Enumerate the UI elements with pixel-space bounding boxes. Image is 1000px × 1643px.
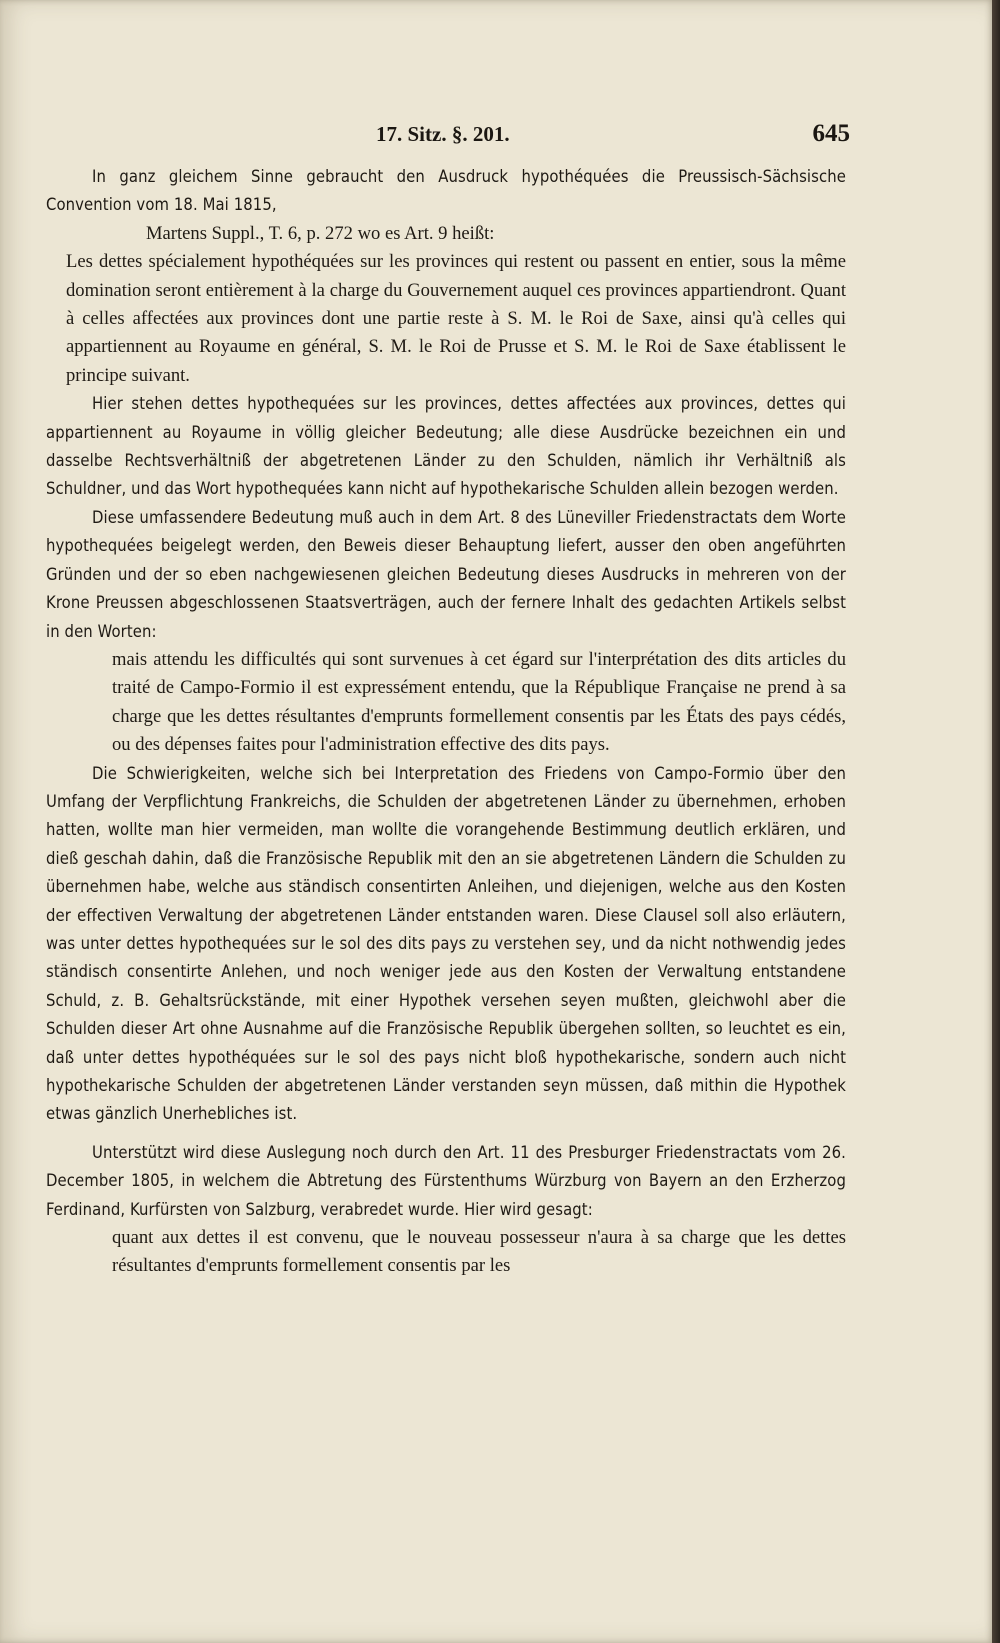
paragraph-3: Diese umfassendere Bedeutung muß auch in dem Art. 8 des Lüneviller Friedenstractats dem Worte hypothequées beigelegt werden, den Beweis dieser Behauptung liefert, ausser den oben angeführten Gründen und der so eben nachgewiesenen gleichen Bedeutung dieses Ausdrucks in mehreren von der Krone Preussen abgeschlossenen Staatsverträgen, auch der fernere Inhalt des gedachten Artikels selbst in den Worten: bbox=[46, 507, 846, 641]
page-number: 645 bbox=[812, 120, 850, 147]
french-quote-2: mais attendu les difficultés qui sont survenues à cet égard sur l'interprétation des dits articles du traité de Campo-Formio il est expressément entendu, que la République Française ne prend à sa charge que les dettes résultantes d'emprunts formellement consentis par les États des pays cédés, ou des dépenses faites pour l'administration effective des dits pays. bbox=[112, 648, 846, 756]
running-head: 17. Sitz. §. 201. bbox=[376, 122, 510, 146]
french-quote-1: Les dettes spécialement hypothéquées sur les provinces qui restent ou passent en entier, sous la même domination seront entièrement à la charge du Gouvernement auquel ces provinces appartiendront. Quant à celles affectées aux provinces dont une partie reste à S. M. le Roi de Saxe, ainsi qu'à celles qui appartiennent au Royaume en général, S. M. le Roi de Prusse et S. M. le Roi de Saxe établissent le principe suivant. bbox=[66, 251, 846, 386]
page-header bbox=[46, 120, 850, 154]
paragraph-4: Die Schwierigkeiten, welche sich bei Interpretation des Friedens von Campo-Formio über den Umfang der Verpflichtung Frankreichs, die Schulden der abgetretenen Länder zu übernehmen, erhoben hatten, wollte man hier vermeiden, man wollte die vorangehende Bestimmung deutlich erklären, und dieß geschah dahin, daß die Französische Republik mit den an sie abgetretenen Ländern die Schulden zu übernehmen habe, welche aus ständisch consentirten Anleihen, und diejenigen, welche aus den Kosten der effectiven Verwaltung der abgetretenen Länder entstanden waren. Diese Clausel soll also erläutern, was unter dettes hypothequées sur le sol des dits pays zu verstehen sey, und da nicht nothwendig jedes ständisch consentirte Anlehen, und noch weniger jede aus den Kosten der Verwaltung entstandene Schuld, z. B. Gehaltsrückstände, mit einer Hypothek versehen seyen mußten, gleichwohl aber die Schulden dieser Art ohne Ausnahme auf die Französische Republik übergehen sollten, so leuchtet es ein, daß unter dettes hypothéquées sur le sol des pays nicht bloß hypothekarische, sondern auch nicht hypothekarische Schulden der abgetretenen Länder verstanden seyn müssen, daß mithin die Hypothek etwas gänzlich Unerhebliches ist. bbox=[46, 763, 846, 1124]
paragraph-1: In ganz gleichem Sinne gebraucht den Ausdruck hypothéquées die Preussisch-Sächsische Convention vom 18. Mai 1815, bbox=[46, 167, 846, 215]
paragraph-gap bbox=[46, 1129, 846, 1139]
body-text bbox=[46, 163, 846, 1281]
paragraph-2: Hier stehen dettes hypothequées sur les provinces, dettes affectées aux provinces, dettes qui appartiennent au Royaume in völlig gleicher Bedeutung; alle diese Ausdrücke bezeichnen ein und dasselbe Rechtsverhältniß der abgetretenen Länder zu den Schulden, nämlich ihr Verhältniß als Schuldner, und das Wort hypothequées kann nicht auf hypothekarische Schulden allein bezogen werden. bbox=[46, 394, 846, 499]
book-edge bbox=[992, 0, 1000, 1643]
citation-reference: Martens Suppl., T. 6, p. 272 wo es Art. 9 heißt: bbox=[146, 222, 495, 244]
french-quote-3: quant aux dettes il est convenu, que le nouveau possesseur n'aura à sa charge que les dettes résultantes d'emprunts formellement consentis par les bbox=[112, 1227, 846, 1277]
paragraph-5: Unterstützt wird diese Auslegung noch durch den Art. 11 des Presburger Friedenstractats vom 26. December 1805, in welchem die Abtretung des Fürstenthums Würzburg von Bayern an den Erzherzog Ferdinand, Kurfürsten von Salzburg, verabredet wurde. Hier wird gesagt: bbox=[46, 1142, 846, 1219]
